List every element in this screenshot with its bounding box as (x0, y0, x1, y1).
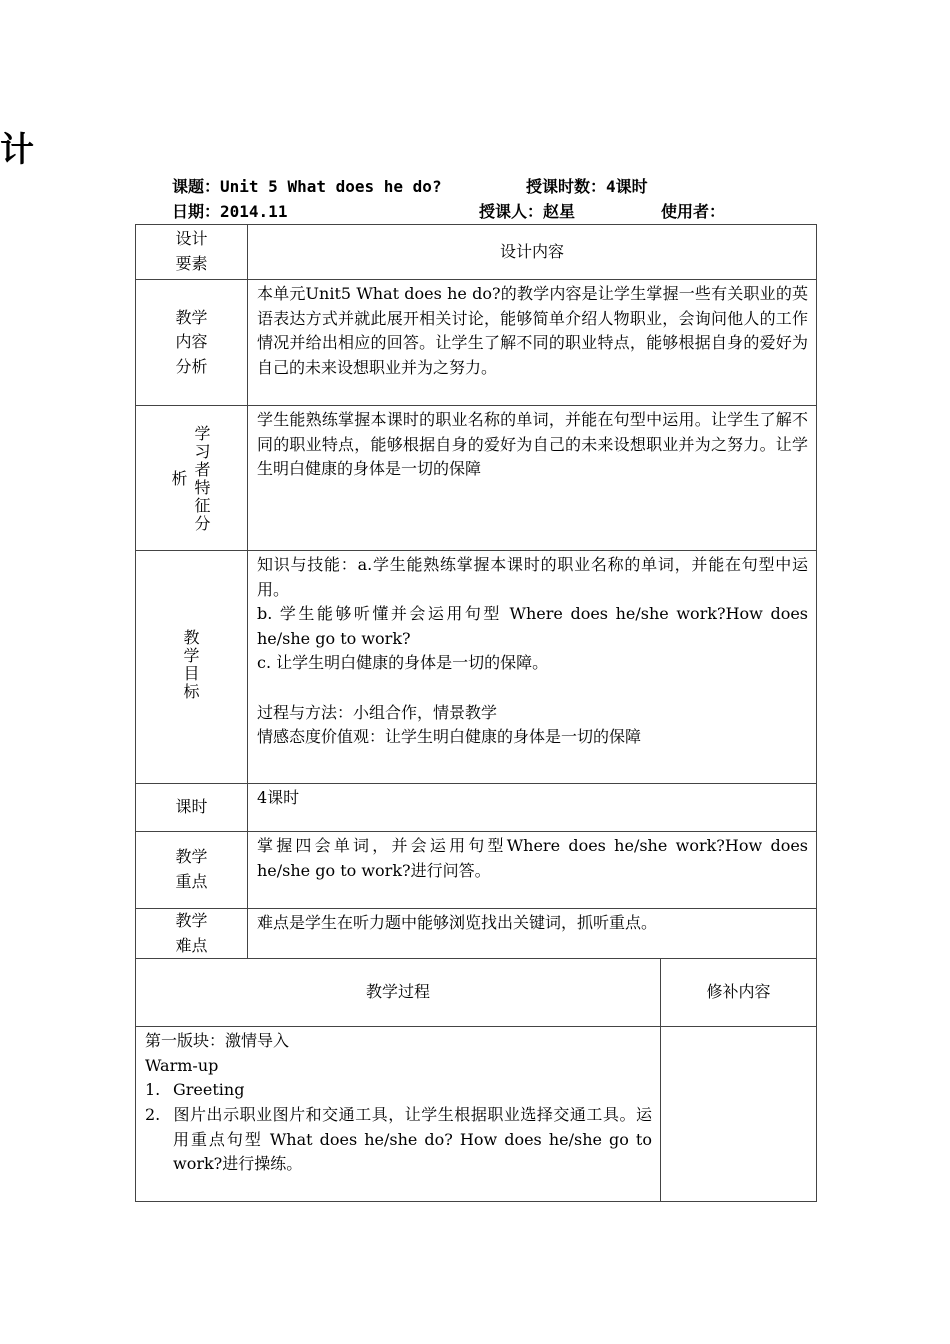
date-value: 2014.11 (220, 202, 288, 221)
header-topic (172, 176, 442, 198)
block-title: 第一版块：激情导入 (145, 1031, 290, 1051)
table-row (136, 280, 817, 406)
header-hours (526, 176, 648, 198)
supplement-content (661, 1027, 817, 1202)
table-header-row (136, 225, 817, 280)
learner-analysis-text: 学生能熟练掌握本课时的职业名称的单词，并能在句型中运用。让学生了解不同的职业特点，能够根据自身的爱好为自己的未来设想职业并为之努力。让学生明白健康的身体是一切的保障 (248, 406, 817, 551)
learner-label-left: 析 (171, 468, 188, 488)
teaching-process-header: 教学过程 (136, 959, 661, 1027)
supplement-header: 修补内容 (661, 959, 817, 1027)
difficulties-text: 难点是学生在听力题中能够浏览找出关键词，抓听重点。 (248, 909, 817, 959)
periods-label: 课时 (136, 784, 248, 832)
key-points-text: 掌握四会单词，并会运用句型Where does he/she work?How does he/she go to work?进行问答。 (248, 832, 817, 909)
objective-c: c. 让学生明白健康的身体是一切的保障。 (257, 653, 549, 673)
lesson-plan-table (135, 224, 817, 1202)
topic-label: 课题： (172, 177, 221, 196)
difficulties-label: 教学 难点 (136, 909, 248, 959)
table-row (136, 784, 817, 832)
objective-emotion: 情感态度价值观：让学生明白健康的身体是一切的保障 (257, 727, 642, 747)
objectives-label: 教学目标 (136, 551, 248, 784)
header-user (661, 201, 725, 223)
content-analysis-text: 本单元Unit5 What does he do?的教学内容是让学生掌握一些有关职业的英语表达方式并就此展开相关讨论，能够简单介绍人物职业，会询问他人的工作情况并给出相应的回答。让学生了解不同的职业特点，能够根据自身的爱好为自己的未来设想职业并为之努力。 (248, 280, 817, 406)
objective-process: 过程与方法：小组合作，情景教学 (257, 702, 498, 722)
page-title-fragment: 计 (0, 130, 34, 170)
table-row (136, 832, 817, 909)
table-row (136, 909, 817, 959)
table-row (136, 406, 817, 551)
learner-label-column: 学习者特征分 (194, 424, 211, 533)
warmup-label: Warm-up (145, 1055, 219, 1075)
process-content-row (136, 1027, 817, 1202)
periods-text: 4课时 (248, 784, 817, 832)
objective-b: b. 学生能够听懂并会运用句型 Where does he/she work?How does he/she go to work? (257, 604, 809, 648)
hours-value: 4课时 (606, 177, 648, 196)
date-label: 日期： (172, 202, 221, 221)
design-content-header: 设计内容 (248, 225, 817, 280)
learner-analysis-label (136, 406, 248, 551)
hours-label: 授课时数： (526, 177, 607, 196)
table-row (136, 551, 817, 784)
objective-a: 知识与技能：a.学生能熟练掌握本课时的职业名称的单词，并能在句型中运用。 (257, 555, 809, 599)
header-teacher (479, 201, 575, 223)
content-analysis-label: 教学 内容 分析 (136, 280, 248, 406)
list-item: 1. Greeting (145, 1080, 245, 1100)
objectives-text (248, 551, 817, 784)
process-header-row (136, 959, 817, 1027)
teacher-label: 授课人： (479, 202, 544, 221)
process-content (136, 1027, 661, 1202)
key-points-label: 教学 重点 (136, 832, 248, 909)
topic-value: Unit 5 What does he do? (220, 177, 442, 196)
header-date (172, 201, 287, 223)
list-item: 2. 图片出示职业图片和交通工具，让学生根据职业选择交通工具。运用重点句型 What does he/she do? How does he/she go to work?进行操练。 (145, 1104, 652, 1174)
user-label: 使用者： (661, 202, 726, 221)
teacher-value: 赵星 (543, 202, 576, 221)
design-elements-header: 设计 要素 (136, 225, 248, 280)
